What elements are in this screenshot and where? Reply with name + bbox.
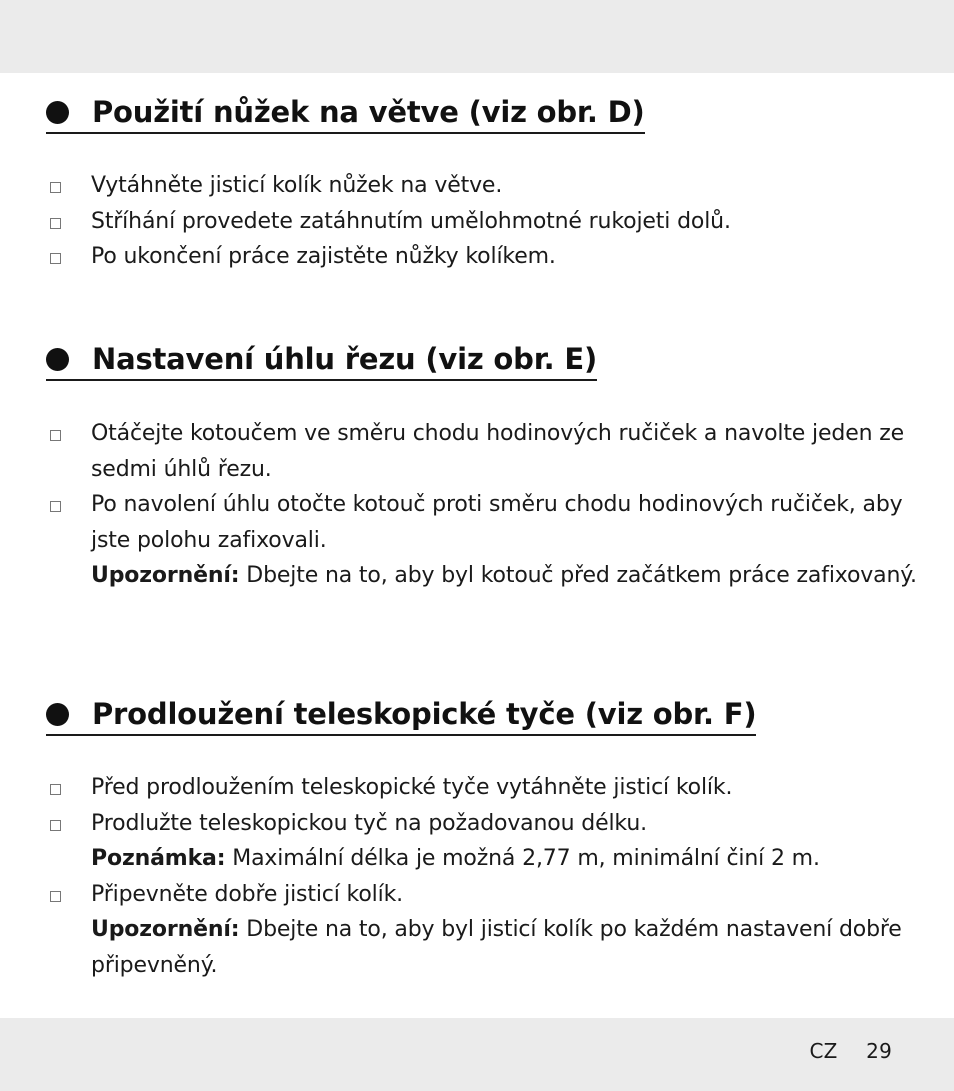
- section-cut-angle: [46, 341, 926, 594]
- checkbox-square-icon: [50, 891, 61, 902]
- list-item: [46, 204, 926, 240]
- checkbox-square-icon: [50, 784, 61, 795]
- section-heading: [46, 696, 756, 736]
- section-heading: [46, 94, 645, 134]
- item-text: Připevněte dobře jisticí kolík.: [91, 881, 404, 907]
- item-text: Otáčejte kotoučem ve směru chodu hodinových ručiček a navolte jeden ze sedmi úhlů řezu.: [91, 421, 905, 482]
- list-item: [46, 168, 926, 204]
- checkbox-square-icon: [50, 218, 61, 229]
- checkbox-square-icon: [50, 430, 61, 441]
- item-text: Vytáhněte jisticí kolík nůžek na větve.: [91, 173, 503, 198]
- heading-bullet-icon: [46, 101, 69, 124]
- item-text: Před prodloužením teleskopické tyče vytáhněte jisticí kolík.: [91, 775, 733, 800]
- checkbox-square-icon: [50, 501, 61, 512]
- section-shears: [46, 94, 926, 275]
- section-title: Nastavení úhlu řezu (viz obr. E): [92, 342, 598, 376]
- section-telescopic-pole: [46, 696, 926, 983]
- list-item: [46, 806, 926, 877]
- item-text: Prodlužte teleskopickou tyč na požadovanou délku.: [91, 810, 647, 836]
- country-code: CZ: [809, 1039, 838, 1063]
- note-text: Dbejte na to, aby byl kotouč před začátkem práce zafixovaný.: [246, 563, 917, 588]
- section-title: Použití nůžek na větve (viz obr. D): [92, 95, 645, 129]
- item-text: Po navolení úhlu otočte kotouč proti směru chodu hodinových ručiček, aby jste polohu zafixovali.: [91, 492, 903, 553]
- item-text: Po ukončení práce zajistěte nůžky kolíkem.: [91, 244, 556, 269]
- instruction-list: [46, 416, 926, 594]
- instruction-list: [46, 168, 926, 275]
- heading-bullet-icon: [46, 348, 69, 371]
- note-label: Poznámka:: [91, 846, 226, 871]
- note-label: Upozornění:: [91, 563, 240, 588]
- page-footer: [810, 1039, 893, 1063]
- instruction-list: [46, 770, 926, 983]
- heading-bullet-icon: [46, 703, 69, 726]
- warning-note: [91, 912, 926, 983]
- checkbox-square-icon: [50, 253, 61, 264]
- warning-note: [91, 558, 926, 594]
- checkbox-square-icon: [50, 820, 61, 831]
- page-number: 29: [866, 1039, 892, 1063]
- note-text: Maximální délka je možná 2,77 m, minimální činí 2 m.: [232, 846, 820, 871]
- note-text: Dbejte na to, aby byl jisticí kolík po každém nastavení dobře připevněný.: [91, 917, 902, 978]
- info-note: [91, 841, 926, 877]
- header-band: [0, 0, 954, 73]
- note-label: Upozornění:: [91, 917, 240, 942]
- section-title: Prodloužení teleskopické tyče (viz obr. F): [92, 697, 757, 731]
- section-heading: [46, 341, 597, 381]
- list-item: [46, 487, 926, 594]
- checkbox-square-icon: [50, 182, 61, 193]
- list-item: [46, 416, 926, 487]
- list-item: [46, 770, 926, 806]
- list-item: [46, 877, 926, 984]
- list-item: [46, 239, 926, 275]
- item-text: Stříhání provedete zatáhnutím umělohmotné rukojeti dolů.: [91, 208, 731, 234]
